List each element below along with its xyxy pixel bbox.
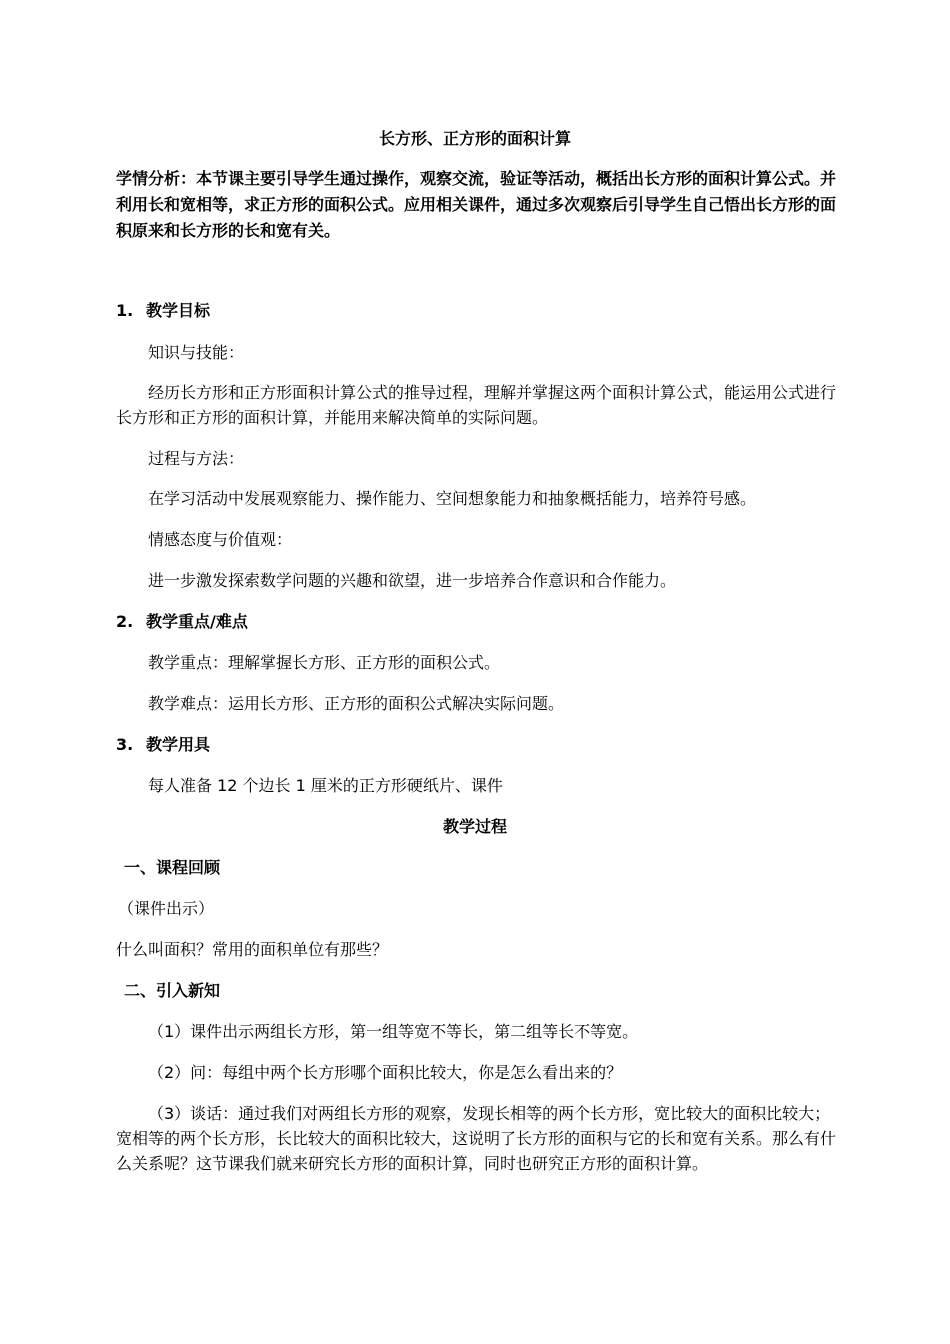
process-label: 过程与方法：	[148, 449, 245, 468]
section3-heading	[116, 732, 836, 757]
part1-question: 什么叫面积？常用的面积单位有那些？	[116, 940, 389, 959]
process-title: 教学过程	[442, 817, 507, 836]
difficulty: 教学难点：运用长方形、正方形的面积公式解决实际问题。	[148, 694, 565, 713]
teaching-tools: 每人准备 12 个边长 1 厘米的正方形硬纸片、课件	[148, 776, 503, 795]
knowledge-label: 知识与技能：	[148, 343, 245, 362]
part2-heading: 二、引入新知	[124, 981, 221, 1000]
emotion-text: 进一步激发探索数学问题的兴趣和欲望，进一步培养合作意识和合作能力。	[148, 571, 677, 590]
part1-heading: 一、课程回顾	[124, 858, 221, 877]
section2-number: 2.	[116, 612, 134, 631]
section2-heading	[116, 609, 836, 634]
document-title: 长方形、正方形的面积计算	[378, 129, 571, 148]
section1-title: 教学目标	[146, 301, 211, 320]
section3-title: 教学用具	[146, 735, 211, 754]
knowledge-text: 经历长方形和正方形面积计算公式的推导过程，理解并掌握这两个面积计算公式，能运用公式进行长方形和正方形的面积计算，并能用来解决简单的实际问题。	[116, 383, 837, 427]
part2-item1: （1）课件出示两组长方形，第一组等宽不等长，第二组等长不等宽。	[148, 1022, 639, 1041]
section3-number: 3.	[116, 735, 134, 754]
part2-item2: （2）问：每组中两个长方形哪个面积比较大，你是怎么看出来的？	[148, 1063, 623, 1082]
section2-title: 教学重点/难点	[146, 612, 248, 631]
process-text: 在学习活动中发展观察能力、操作能力、空间想象能力和抽象概括能力，培养符号感。	[148, 489, 757, 508]
part2-item3: （3）谈话：通过我们对两组长方形的观察，发现长相等的两个长方形，宽比较大的面积比较大；宽相等的两个长方形，长比较大的面积比较大，这说明了长方形的面积与它的长和宽有关系。那么有什么关系呢？这节课我们就来研究长方形的面积计算，同时也研究正方形的面积计算。	[116, 1104, 837, 1173]
part1-note: （课件出示）	[118, 899, 215, 918]
key-point: 教学重点：理解掌握长方形、正方形的面积公式。	[148, 653, 501, 672]
learning-analysis: 学情分析：本节课主要引导学生通过操作，观察交流，验证等活动，概括出长方形的面积计算公式。并利用长和宽相等，求正方形的面积公式。应用相关课件，通过多次观察后引导学生自己悟出长方形的面积原来和长方形的长和宽有关。	[116, 169, 837, 240]
section1-heading	[116, 298, 836, 323]
section1-number: 1.	[116, 301, 134, 320]
emotion-label: 情感态度与价值观：	[148, 530, 293, 549]
